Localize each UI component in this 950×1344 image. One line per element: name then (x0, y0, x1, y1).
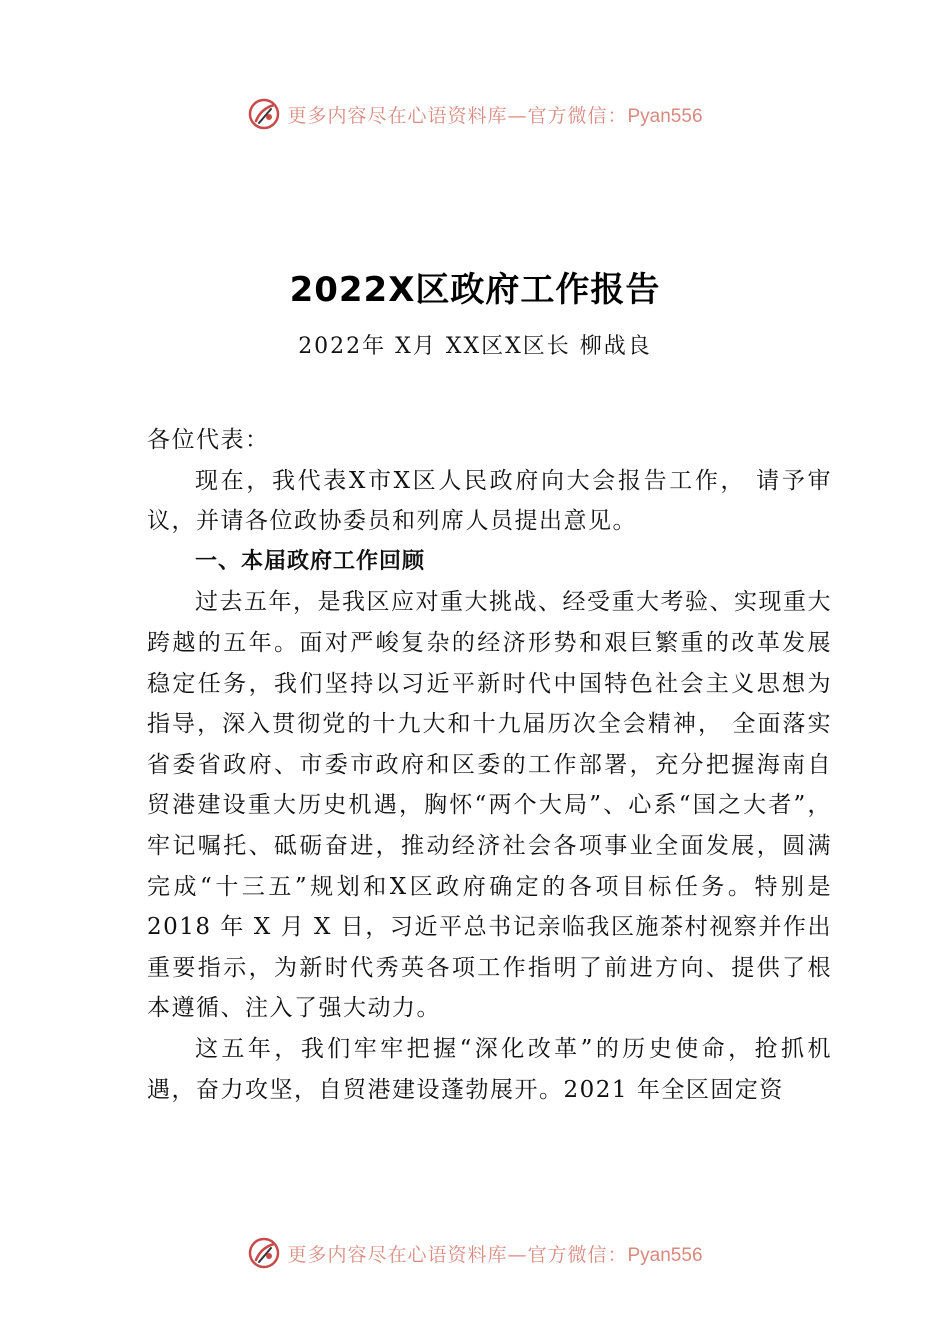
watermark-logo-icon (247, 97, 281, 131)
section-heading: 一、本届政府工作回顾 (195, 548, 426, 574)
watermark-header (0, 94, 950, 134)
watermark-text: 更多内容尽在心语资料库—官方微信：Pyan556 (287, 1243, 703, 1266)
watermark-footer (0, 1233, 950, 1273)
salutation: 各位代表： (147, 427, 270, 453)
watermark-text: 更多内容尽在心语资料库—官方微信：Pyan556 (287, 104, 703, 127)
document-subtitle: 2022年 X月 XX区X区长 柳战良 (298, 334, 652, 359)
document-title: 2022X区政府工作报告 (289, 270, 661, 310)
body-paragraph: 过去五年，是我区应对重大挑战、经受重大考验、实现重大跨越的五年。面对严峻复杂的经济形势和艰巨繁重的改革发展稳定任务，我们坚持以习近平新时代中国特色社会主义思想为指导，深入贯彻党的十九大和十九届历次全会精神， 全面落实省委省政府、市委市政府和区委的工作部署，充分把握海南自贸港建设重大历史机遇，胸怀“两个大局”、心系“国之大者”，牢记嘱托、砥砺奋进，推动经济社会各项事业全面发展，圆满完成“十三五”规划和X区政府确定的各项目标任务。特别是 2018 年 X 月 X 日，习近平总书记亲临我区施茶村视察并作出重要指示，为新时代秀英各项工作指明了前进方向、提供了根本遵循、注入了强大动力。 (147, 589, 832, 1022)
intro-paragraph: 现在，我代表X市X区人民政府向大会报告工作， 请予审议，并请各位政协委员和列席人员提出意见。 (147, 467, 832, 535)
document-body (147, 420, 832, 1110)
body-paragraph: 这五年，我们牢牢把握“深化改革”的历史使命，抢抓机遇，奋力攻坚，自贸港建设蓬勃展开。2021 年全区固定资 (147, 1035, 832, 1103)
watermark-account: Pyan556 (627, 105, 703, 127)
watermark-logo-icon (247, 1236, 281, 1270)
watermark-account: Pyan556 (627, 1244, 703, 1266)
